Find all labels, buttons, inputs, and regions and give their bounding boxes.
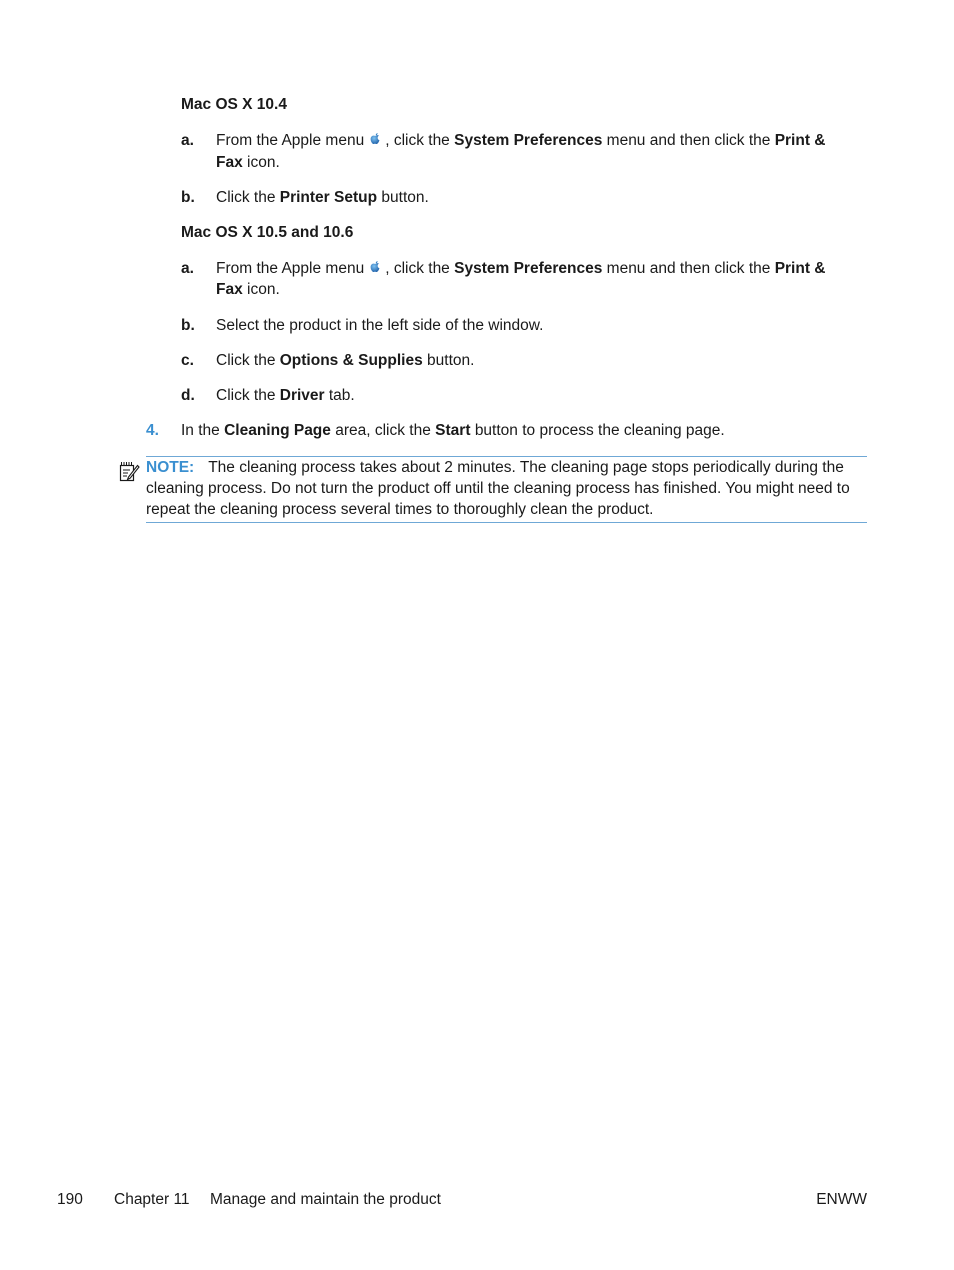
ui-term: Print & (774, 132, 826, 149)
ui-term: Driver (279, 387, 325, 404)
step-4-line (181, 420, 725, 441)
note-block (146, 456, 867, 523)
step-text: , click the (385, 132, 450, 149)
step-text: Click the (216, 352, 276, 369)
step-d-line (216, 385, 355, 406)
step-text: From the Apple menu (216, 132, 365, 149)
note-line-2: cleaning process. Do not turn the product off until the cleaning process has finished. You might need to (146, 480, 850, 497)
step-text: From the Apple menu (216, 260, 365, 277)
step-number-4: 4. (146, 422, 159, 439)
step-b-line (216, 187, 429, 208)
step-letter-a: a. (181, 260, 194, 277)
note-label: NOTE: (146, 459, 195, 476)
step-a-line2 (216, 152, 280, 173)
apple-menu-icon (368, 260, 383, 275)
ui-term: Print & (774, 260, 826, 277)
ui-term: Fax (216, 281, 243, 298)
note-text: The cleaning process takes about 2 minutes. The cleaning page stops periodically during the (208, 459, 844, 476)
ui-term: System Preferences (454, 260, 603, 277)
ui-term: Cleaning Page (224, 422, 331, 439)
section-heading-mac-10-4: Mac OS X 10.4 (181, 96, 287, 113)
ui-term: Fax (216, 154, 243, 171)
step-text: menu and then click the (606, 260, 771, 277)
note-line-3: repeat the cleaning process several times to thoroughly clean the product. (146, 501, 654, 518)
section-heading-mac-10-5: Mac OS X 10.5 and 10.6 (181, 224, 354, 241)
ui-term: Printer Setup (279, 189, 378, 206)
step-a-line2 (216, 279, 280, 300)
footer-right-label: ENWW (816, 1191, 867, 1208)
step-text: , click the (385, 260, 450, 277)
step-text: icon. (247, 154, 280, 171)
ui-term: Options & Supplies (279, 352, 423, 369)
apple-menu-icon (368, 132, 383, 147)
step-text: icon. (247, 281, 280, 298)
step-letter-b: b. (181, 317, 195, 334)
step-letter-b: b. (181, 189, 195, 206)
step-a-line1 (216, 258, 826, 279)
footer-chapter: Chapter 11 (114, 1191, 190, 1208)
ui-term: Start (435, 422, 471, 439)
footer-chapter-title: Manage and maintain the product (210, 1191, 441, 1208)
step-text: Click the (216, 189, 276, 206)
step-text: button to process the cleaning page. (474, 422, 725, 439)
step-text: button. (381, 189, 429, 206)
step-text: area, click the (335, 422, 431, 439)
note-icon (118, 459, 140, 483)
step-text: tab. (328, 387, 355, 404)
step-text: menu and then click the (606, 132, 771, 149)
ui-term: System Preferences (454, 132, 603, 149)
step-a-line1 (216, 130, 826, 151)
page-number: 190 (57, 1191, 83, 1208)
step-letter-c: c. (181, 352, 194, 369)
note-line-1 (146, 457, 867, 478)
step-text: Click the (216, 387, 276, 404)
step-text: In the (181, 422, 220, 439)
step-c-line (216, 350, 474, 371)
step-text: button. (427, 352, 475, 369)
step-letter-d: d. (181, 387, 195, 404)
step-letter-a: a. (181, 132, 194, 149)
step-b-line: Select the product in the left side of the window. (216, 317, 544, 334)
